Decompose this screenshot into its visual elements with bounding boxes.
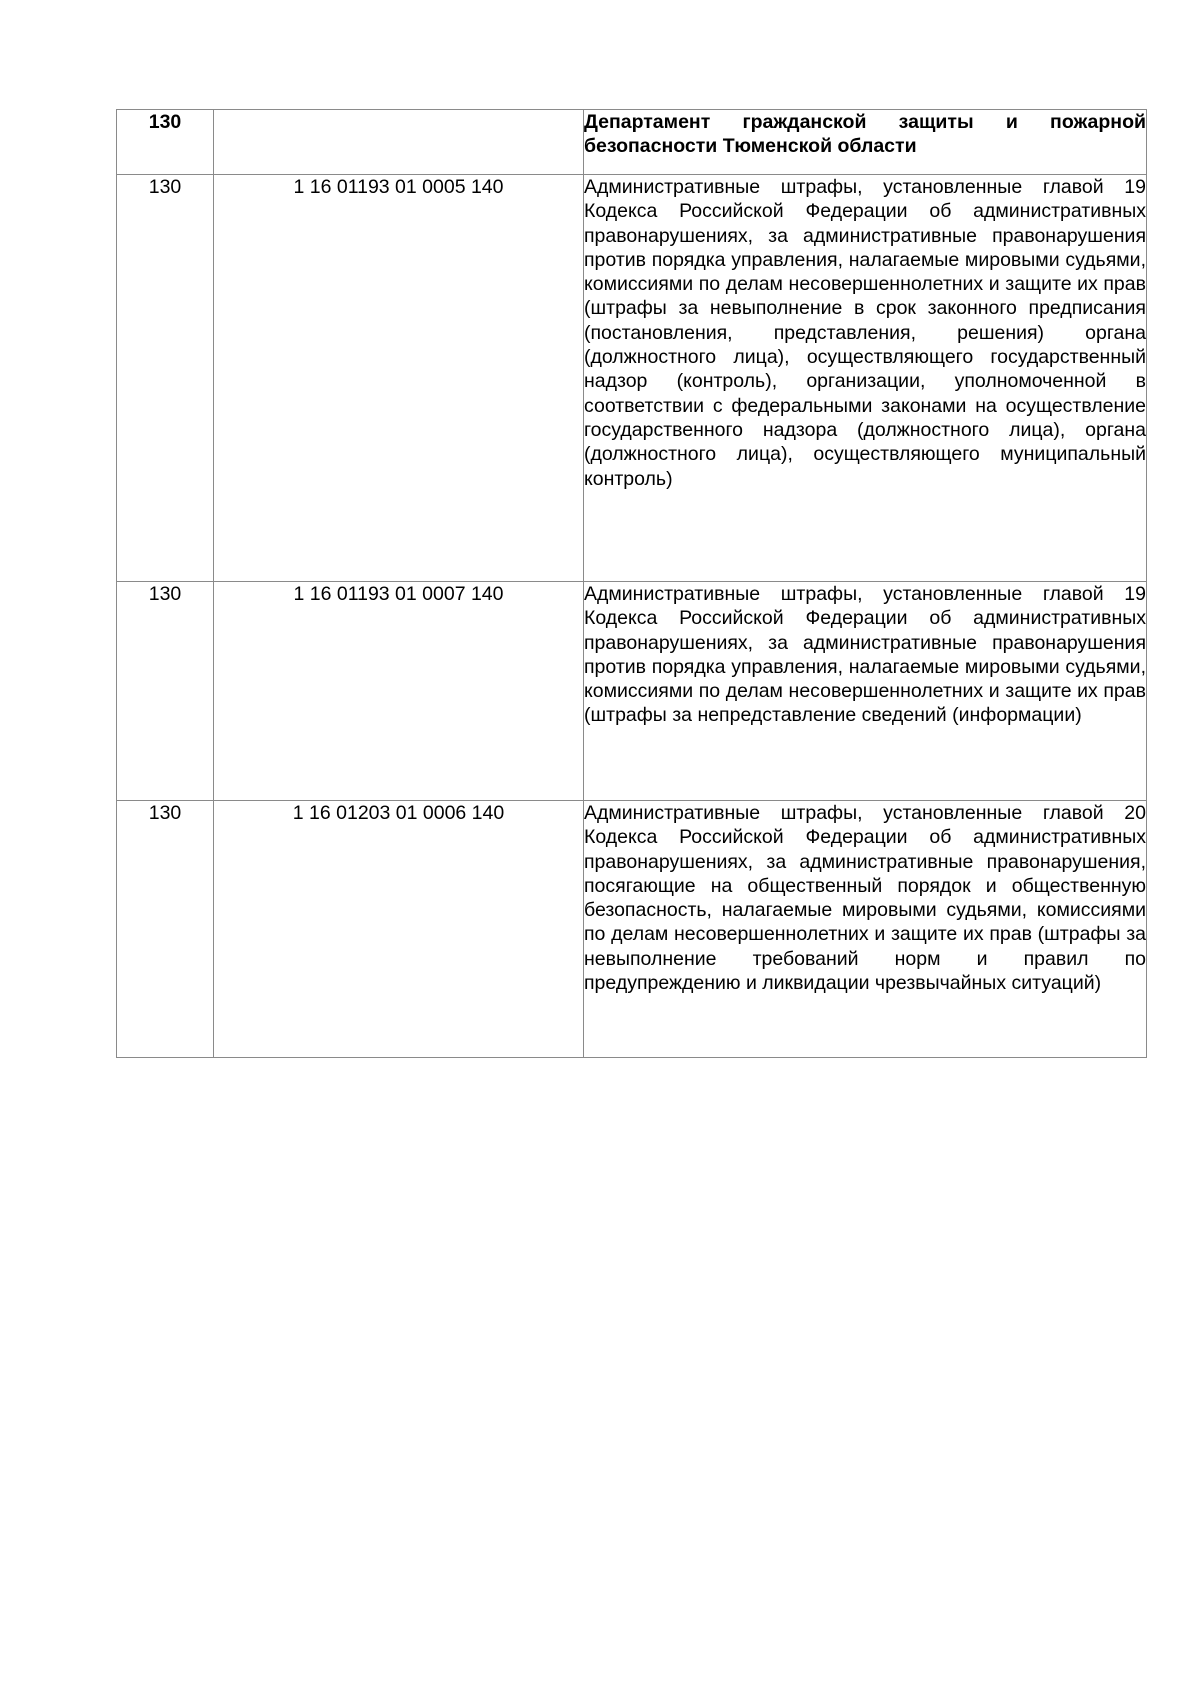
kbk-code-cell: 1 16 01193 01 0007 140 (214, 582, 584, 801)
table-row (117, 175, 1147, 582)
revenue-description-cell: Административные штрафы, установленные главой 20 Кодекса Российской Федерации об административных правонарушениях, за административные правонарушения, посягающие на общественный порядок и общественную безопасность, налагаемые мировыми судьями, комиссиями по делам несовершеннолетних и защите их прав (штрафы за невыполнение требований норм и правил по предупреждению и ликвидации чрезвычайных ситуаций) (584, 801, 1147, 1058)
revenue-description-cell: Административные штрафы, установленные главой 19 Кодекса Российской Федерации об административных правонарушениях, за административные правонарушения против порядка управления, налагаемые мировыми судьями, комиссиями по делам несовершеннолетних и защите их прав (штрафы за невыполнение в срок законного предписания (постановления, представления, решения) органа (должностного лица), осуществляющего государственный надзор (контроль), организации, уполномоченной в соответствии с федеральными законами на осуществление государственного надзора (должностного лица), органа (должностного лица), осуществляющего муниципальный контроль) (584, 175, 1147, 582)
revenue-description-cell: Административные штрафы, установленные главой 19 Кодекса Российской Федерации об административных правонарушениях, за административные правонарушения против порядка управления, налагаемые мировыми судьями, комиссиями по делам несовершеннолетних и защите их прав (штрафы за непредставление сведений (информации) (584, 582, 1147, 801)
table-row (117, 582, 1147, 801)
kbk-code-cell: 1 16 01203 01 0006 140 (214, 801, 584, 1058)
admin-code-cell: 130 (117, 582, 214, 801)
table-row (117, 801, 1147, 1058)
kbk-code-cell: 1 16 01193 01 0005 140 (214, 175, 584, 582)
kbk-code-cell (214, 110, 584, 175)
table-row (117, 110, 1147, 175)
admin-code-cell: 130 (117, 175, 214, 582)
department-name-cell: Департамент гражданской защиты и пожарной безопасности Тюменской области (584, 110, 1147, 175)
admin-code-cell: 130 (117, 110, 214, 175)
budget-codes-table (116, 109, 1147, 1058)
admin-code-cell: 130 (117, 801, 214, 1058)
